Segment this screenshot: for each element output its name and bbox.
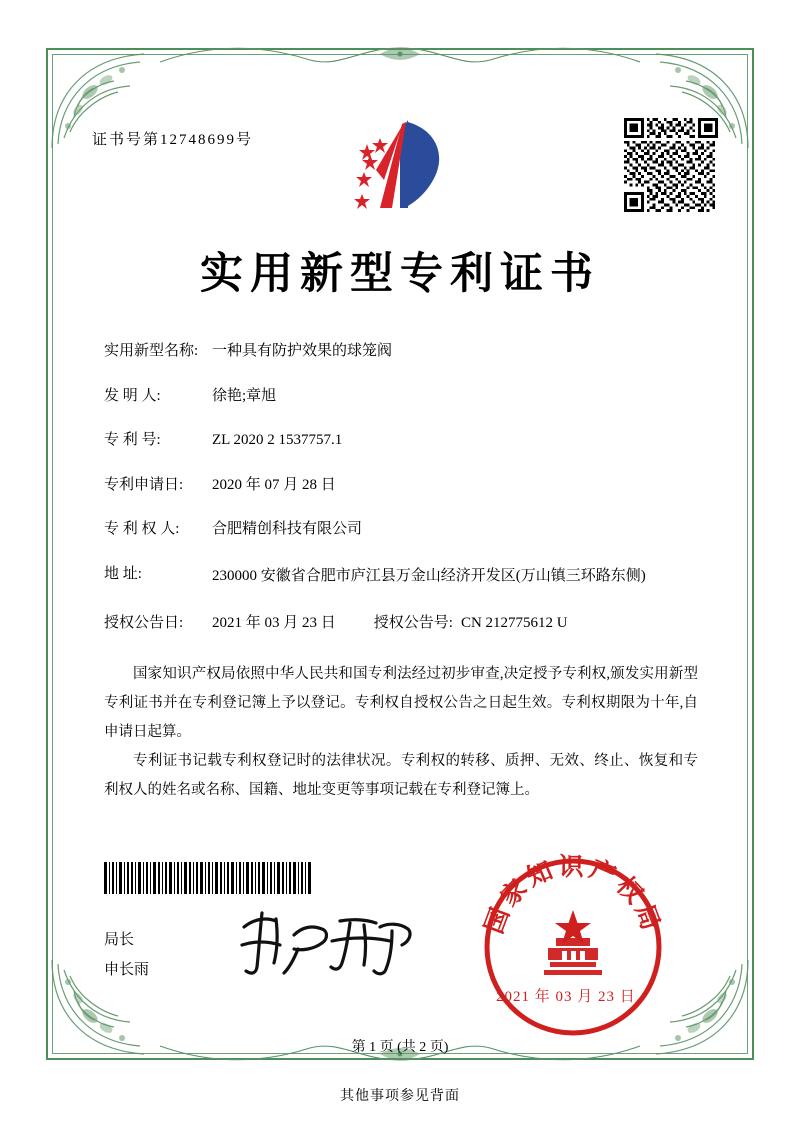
page-indicator: 第 1 页 (共 2 页) xyxy=(351,1040,449,1055)
handwritten-signature-icon xyxy=(232,905,422,980)
field-value: 2021 年 03 月 23 日 xyxy=(212,615,336,632)
field-value: 徐艳;章旭 xyxy=(212,387,277,404)
field-label: 地 址: xyxy=(104,565,142,582)
director-title-label: 局长 xyxy=(104,932,135,948)
field-label: 专 利 权 人: xyxy=(104,521,180,537)
field-label: 专利申请日: xyxy=(104,476,184,493)
field-label: 实用新型名称: xyxy=(104,343,199,359)
seal-date: 2021 年 03 月 23 日 xyxy=(496,989,636,1005)
page-title: 实用新型专利证书 xyxy=(200,251,600,298)
field-label-secondary: 授权公告号: xyxy=(373,615,453,632)
cnipa-logo-icon xyxy=(340,112,460,217)
director-name-label: 申长雨 xyxy=(104,962,150,978)
field-patentee xyxy=(104,518,704,541)
top-ornament-icon xyxy=(150,42,650,68)
field-value: 合肥精创科技有限公司 xyxy=(212,521,363,537)
certificate-number: 证书号第12748699号 xyxy=(92,132,254,148)
field-value: 230000 安徽省合肥市庐江县万金山经济开发区(万山镇三环路东侧) xyxy=(212,567,646,584)
qr-code-icon xyxy=(624,118,718,212)
field-address xyxy=(104,563,704,591)
signature-block xyxy=(104,925,149,985)
barcode-icon xyxy=(104,862,314,894)
paragraph: 专利证书记载专利权登记时的法律状况。专利权的转移、质押、无效、终止、恢复和专利权人的姓名或名称、国籍、地址变更等事项记载在专利登记簿上。 xyxy=(104,753,698,798)
field-grant-announcement xyxy=(104,612,704,635)
field-value: 2020 年 07 月 28 日 xyxy=(212,476,336,493)
field-inventor xyxy=(104,385,704,408)
paragraph: 国家知识产权局依照中华人民共和国专利法经过初步审查,决定授予专利权,颁发实用新型专利证书并在专利登记簿上予以登记。专利权自授权公告之日起生效。专利权期限为十年,自申请日起算。 xyxy=(104,666,698,740)
field-value: 一种具有防护效果的球笼阀 xyxy=(212,343,393,359)
field-application-date xyxy=(104,474,704,497)
field-patent-number xyxy=(104,429,704,452)
field-label: 发 明 人: xyxy=(104,387,161,404)
field-utility-model-name xyxy=(104,340,704,363)
field-list xyxy=(104,340,704,653)
svg-text:国家知识产权局: 国家知识产权局 xyxy=(480,854,666,938)
field-label: 授权公告日: xyxy=(104,615,184,632)
legal-text xyxy=(104,660,698,805)
field-value-secondary: CN 212775612 U xyxy=(460,615,568,632)
footnote: 其他事项参见背面 xyxy=(340,1089,460,1104)
field-value: ZL 2020 2 1537757.1 xyxy=(212,432,343,448)
national-ip-administration-seal-icon xyxy=(478,852,668,1042)
field-label: 专 利 号: xyxy=(104,432,161,448)
